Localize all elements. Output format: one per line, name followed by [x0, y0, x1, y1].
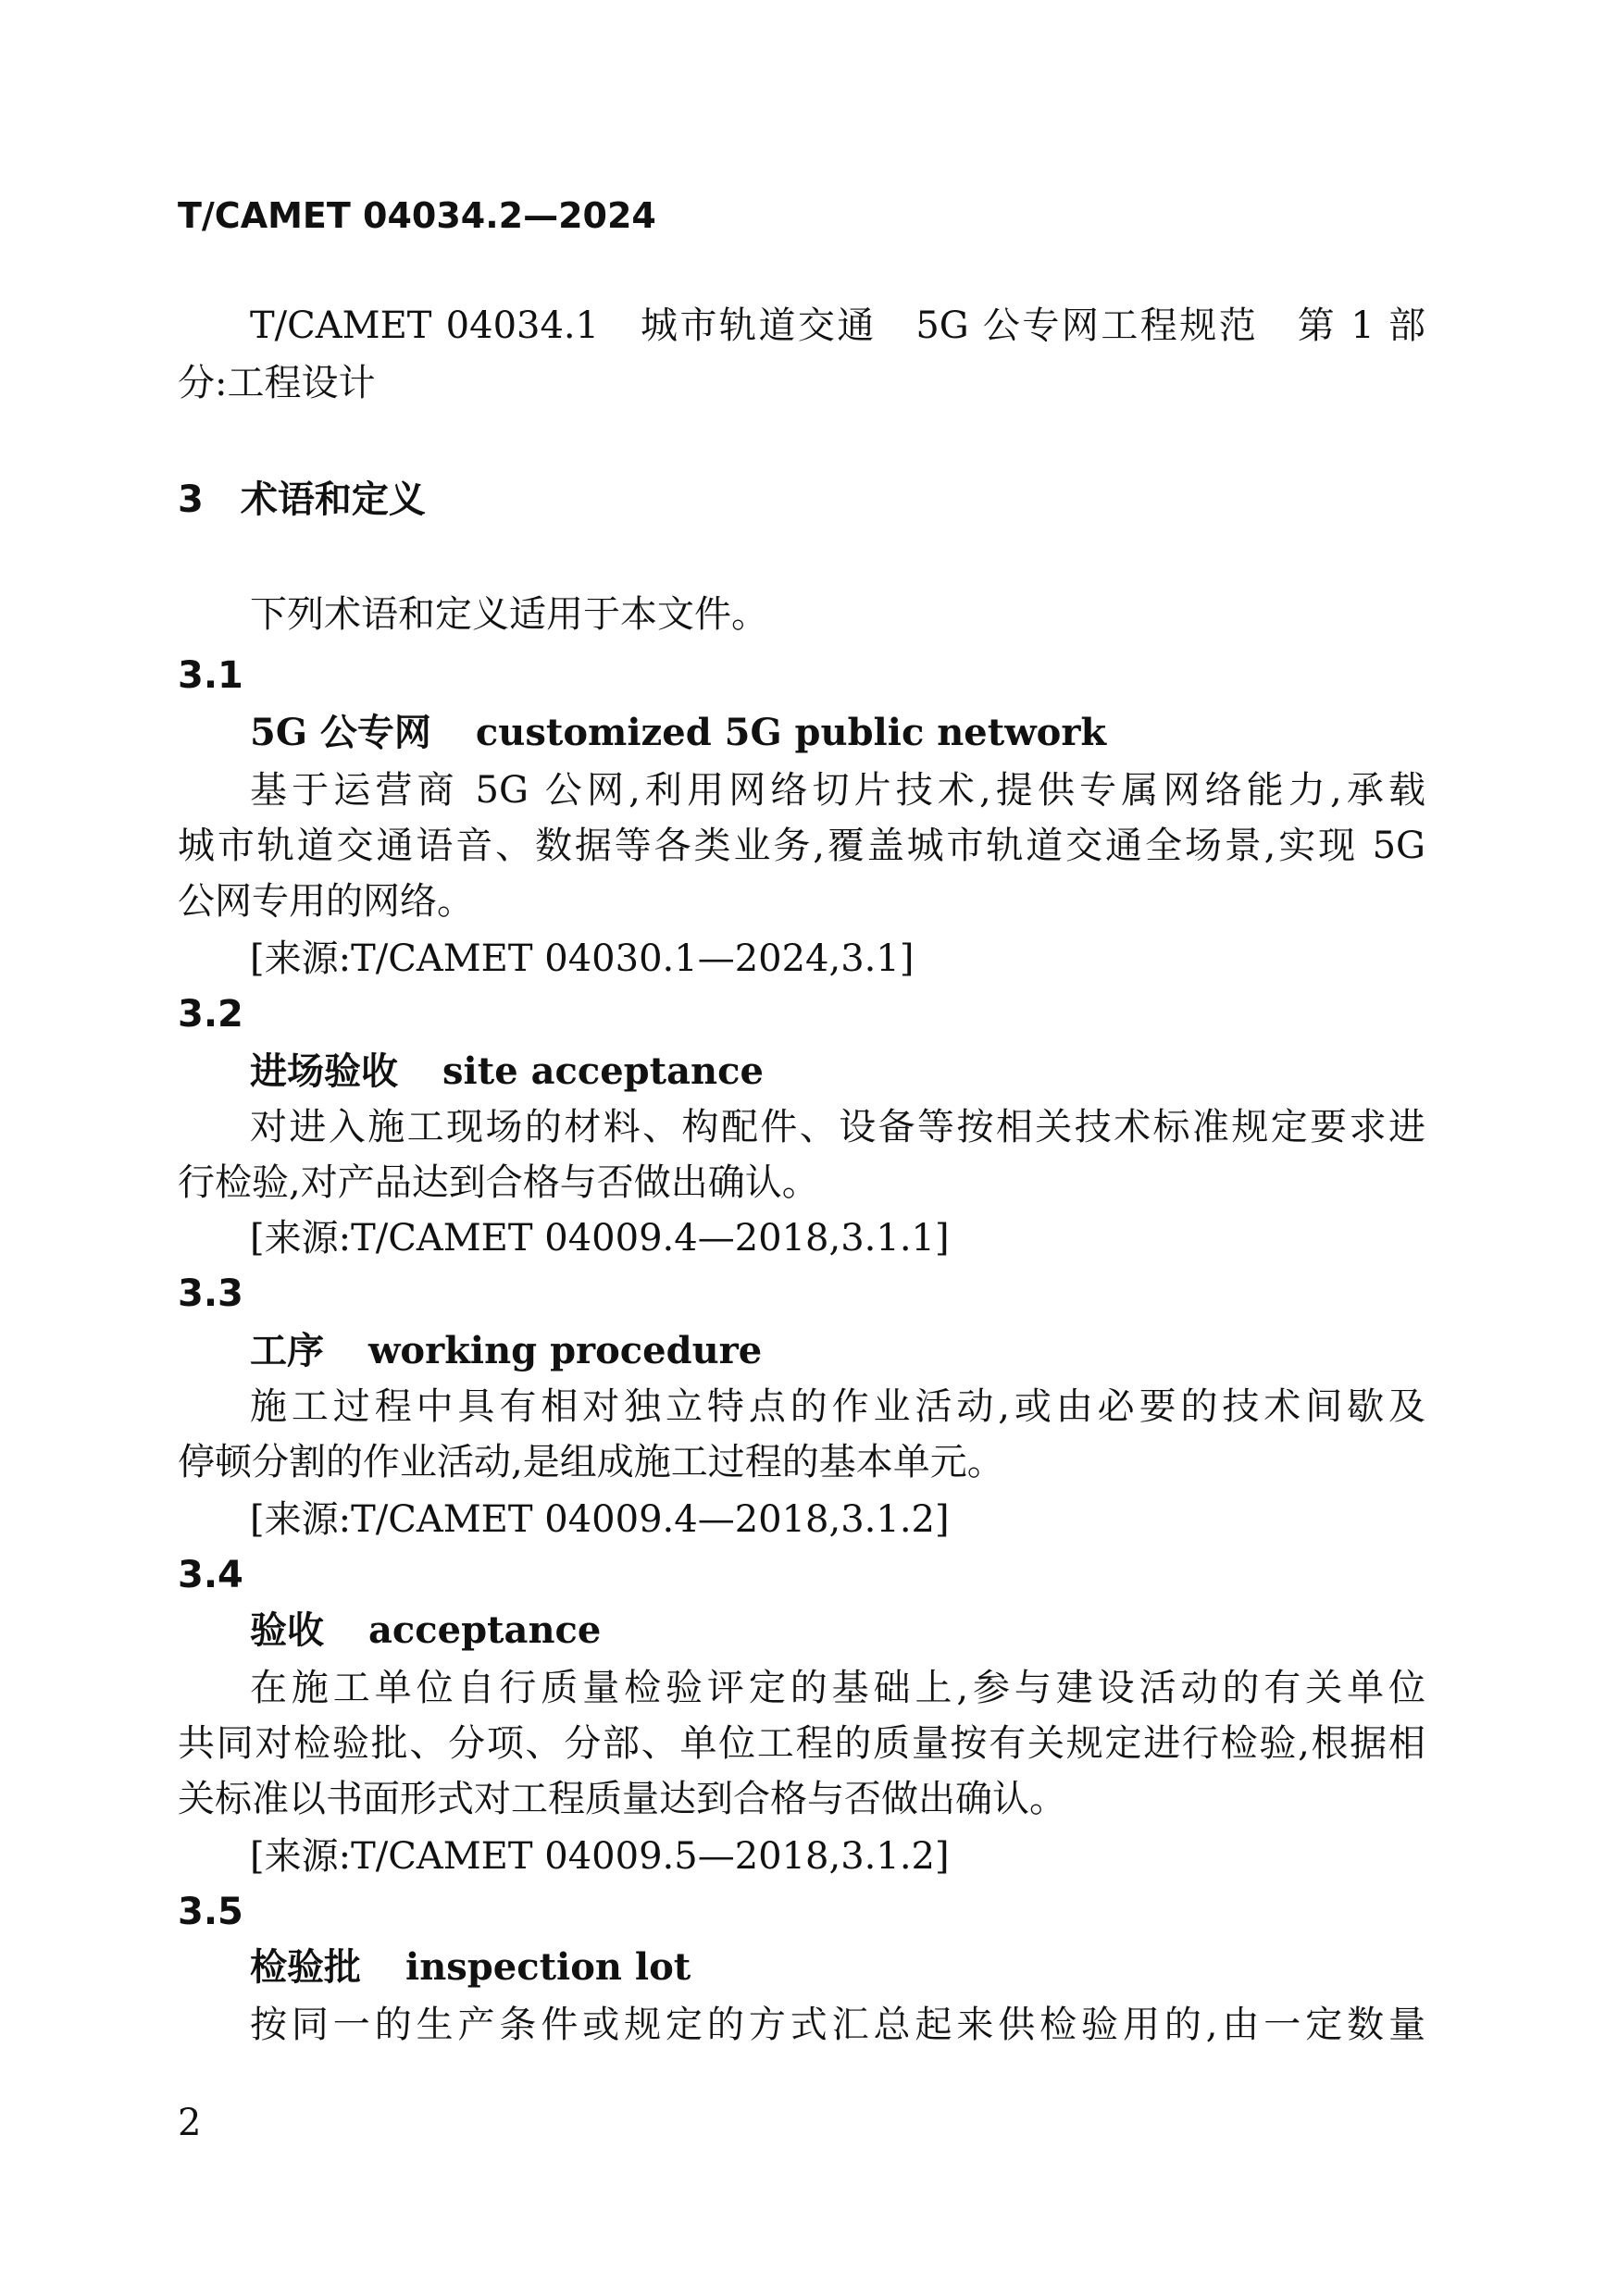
term-definition-line: 共同对检验批、分项、分部、单位工程的质量按有关规定进行检验,根据相 — [178, 1722, 1425, 1765]
term-title — [250, 711, 1107, 754]
term-source: [来源:T/CAMET 04030.1—2024,3.1] — [250, 937, 915, 980]
term-source: [来源:T/CAMET 04009.5—2018,3.1.2] — [250, 1835, 950, 1878]
term-number: 3.1 — [178, 654, 243, 697]
term-chinese: 5G 公专网 — [250, 711, 431, 754]
term-definition-line: 对进入施工现场的材料、构配件、设备等按相关技术标准规定要求进 — [250, 1106, 1425, 1148]
term-title — [250, 1945, 691, 1989]
normative-reference-line-1: T/CAMET 04034.1 城市轨道交通 5G 公专网工程规范 第 1 部 — [250, 304, 1425, 347]
term-source: [来源:T/CAMET 04009.4—2018,3.1.1] — [250, 1217, 950, 1260]
term-chinese: 验收 — [250, 1608, 324, 1652]
term-chinese: 检验批 — [250, 1945, 361, 1989]
term-english: inspection lot — [405, 1945, 691, 1989]
term-definition-line: 行检验,对产品达到合格与否做出确认。 — [178, 1161, 819, 1204]
page-number: 2 — [178, 2102, 202, 2144]
term-title — [250, 1608, 602, 1652]
term-number: 3.3 — [178, 1272, 243, 1315]
term-definition-line: 公网专用的网络。 — [178, 880, 474, 923]
term-definition-line: 施工过程中具有相对独立特点的作业活动,或由必要的技术间歇及 — [250, 1385, 1425, 1428]
term-number: 3.5 — [178, 1891, 243, 1933]
term-definition-line: 停顿分割的作业活动,是组成施工过程的基本单元。 — [178, 1441, 1004, 1483]
section-heading: 3 术语和定义 — [178, 478, 426, 521]
term-chinese: 进场验收 — [250, 1049, 398, 1093]
term-title — [250, 1049, 764, 1093]
document-code-header: T/CAMET 04034.2—2024 — [178, 195, 656, 236]
normative-reference-line-2: 分:工程设计 — [178, 362, 376, 404]
term-definition-line: 城市轨道交通语音、数据等各类业务,覆盖城市轨道交通全场景,实现 5G — [178, 825, 1425, 867]
term-english: customized 5G public network — [475, 711, 1107, 754]
term-number: 3.2 — [178, 993, 243, 1036]
term-english: acceptance — [368, 1608, 602, 1652]
term-number: 3.4 — [178, 1554, 243, 1596]
term-english: working procedure — [368, 1329, 763, 1372]
term-definition-line: 按同一的生产条件或规定的方式汇总起来供检验用的,由一定数量 — [250, 2004, 1425, 2046]
term-source: [来源:T/CAMET 04009.4—2018,3.1.2] — [250, 1498, 950, 1541]
term-english: site acceptance — [442, 1049, 764, 1093]
term-definition-line: 关标准以书面形式对工程质量达到合格与否做出确认。 — [178, 1778, 1066, 1820]
term-definition-line: 在施工单位自行质量检验评定的基础上,参与建设活动的有关单位 — [250, 1667, 1425, 1709]
term-title — [250, 1329, 763, 1372]
term-chinese: 工序 — [250, 1329, 324, 1372]
term-definition-line: 基于运营商 5G 公网,利用网络切片技术,提供专属网络能力,承载 — [250, 769, 1425, 812]
section-intro: 下列术语和定义适用于本文件。 — [250, 593, 768, 636]
